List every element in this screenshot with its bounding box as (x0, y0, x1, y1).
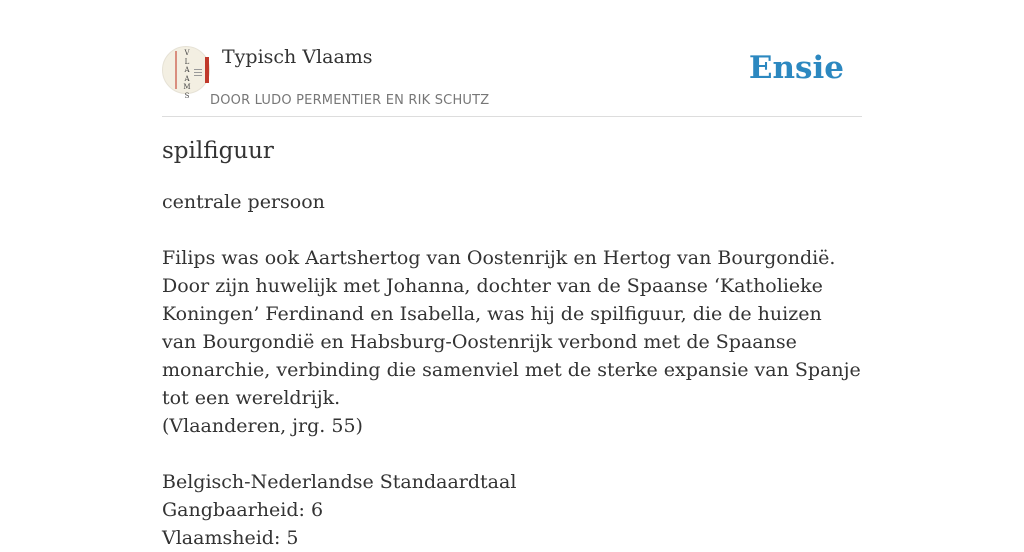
gangbaarheid-value: Gangbaarheid: 6 (162, 499, 324, 521)
entry-term: spilfiguur (162, 138, 274, 164)
example-text: Filips was ook Aartshertog van Oostenrijk en Hertog van Bourgondië. Door zijn huwelijk met Johanna, dochter van de Spaanse ‘Katholieke Koningen’ Ferdinand en Isabella, was hij de spilfiguur, die de huizen van Bourgondië en Habsburg-Oostenrijk verbond met de Spaanse monarchie, verbinding die samenviel met de sterke expansie van Spanje tot een wereldrijk. (162, 247, 861, 409)
site-header (162, 46, 862, 117)
brand-logo-link[interactable]: Ensie (748, 50, 844, 86)
avatar-stripe (175, 51, 177, 89)
entry-example (162, 244, 862, 440)
vlaamsheid-value: Vlaamsheid: 5 (162, 527, 299, 549)
entry-content (162, 138, 862, 552)
entry-meta (162, 468, 862, 552)
site-title[interactable]: Typisch Vlaams (222, 46, 373, 68)
example-source: (Vlaanderen, jrg. 55) (162, 415, 363, 437)
avatar-lines (194, 69, 202, 78)
entry-definition: centrale persoon (162, 191, 325, 213)
site-avatar[interactable] (162, 46, 210, 100)
avatar-red-bar (205, 57, 209, 83)
site-subtitle: DOOR LUDO PERMENTIER EN RIK SCHUTZ (210, 93, 490, 108)
avatar-letters: V L A A M S (183, 49, 191, 100)
language-label: Belgisch-Nederlandse Standaardtaal (162, 471, 517, 493)
